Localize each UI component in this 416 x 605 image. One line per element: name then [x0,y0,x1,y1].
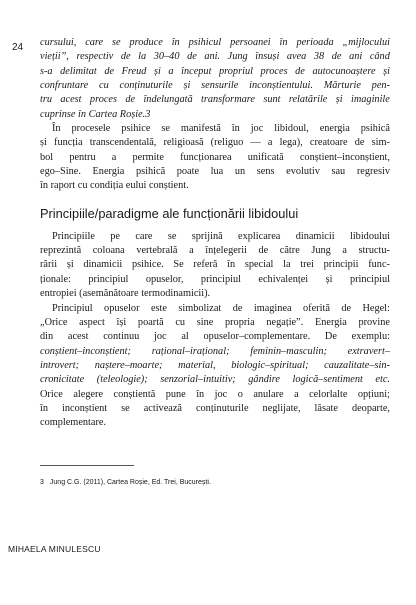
text-line: cursului, care se produce în psihicul persoanei în perioada „mijlocului [40,37,390,48]
footnote-number: 3 [40,479,44,486]
author-name: MIHAELA MINULESCU [8,544,101,554]
text-line: introvert; naștere–moarte; material, biologic–spiritual; cauzalitate–sin- [40,359,390,371]
paragraph-2 [40,122,390,194]
text-line: în raport cu condiția eului conștient. [40,180,189,192]
text-line: În procesele psihice se manifestă în joc libidoul, energia psihică [52,123,390,135]
text-line: reprezintă coloana vertebrală a înțelegerii de către Jung a structu- [40,245,390,257]
text-line: ego–Sine. Energia psihică poate lua un sens evolutiv sau regresiv [40,166,390,178]
text-line: s-a delimitat de Freud și a început propriul proces de autocunoaștere și [40,65,390,77]
paragraph-4 [40,302,390,431]
text-line: rării și dinamicii psihice. Se referă în special la trei principii func- [40,259,390,271]
footnote-divider [40,465,134,466]
text-line: Principiul opuselor este simbolizat de imaginea oferită de Hegel: [52,302,390,314]
footnote [40,479,211,486]
text-line: ționale: principiul opuselor, principiul echivalenței și principiul [40,273,390,285]
text-line: în inconștient se activează conținuturile neglijate, lăsate deoparte, [40,402,390,414]
text-line: Principiile pe care se sprijină explicarea dinamicii libidoului [52,230,390,242]
text-line: din acest continuu joc al opuselor–complementare. De exemplu: [40,331,390,343]
text-line: cuprinse în Cartea Roșie.3 [40,108,151,120]
text-line: cronicitate (teleologie); senzorial–intuitiv; gândire logică–sentiment etc. [40,374,390,386]
paragraph-3 [40,230,390,302]
text-line: complementare. [40,417,107,429]
text-line: conștient–inconștient; rațional–irațional; feminin–masculin; extravert– [40,345,390,357]
page-number: 24 [12,42,24,53]
text-line: entropiei (asemănătoare termodinamicii). [40,288,211,300]
text-line: și funcția transcendentală, religioasă (religuo — a lega), creatoare de sim- [40,137,390,149]
text-line: confruntare cu conținuturile și sensurile inconștientului. Mărturie pen- [40,80,390,92]
text-line: vieții”, respectiv de la 30–40 de ani. Jung însuși avea 38 de ani când [40,51,390,63]
footnote-text: Jung C.G. (2011), Cartea Roșie, Ed. Trei, București. [49,479,211,486]
text-line: Orice alegere conștientă pune în joc o anulare a celorlalte opțiuni; [40,388,390,400]
section-heading: Principiile/paradigme ale funcționării libidoului [40,205,299,221]
text-line: tru acest proces de îndelungată transformare sunt relatările și imaginile [40,94,390,106]
text-line: „Orice aspect își poartă cu sine propria negație”. Energia provine [40,316,390,328]
main-text [40,36,390,431]
paragraph-1 [40,36,390,122]
text-line: bol pentru a permite funcționarea unificată conștient–inconștient, [40,151,390,163]
